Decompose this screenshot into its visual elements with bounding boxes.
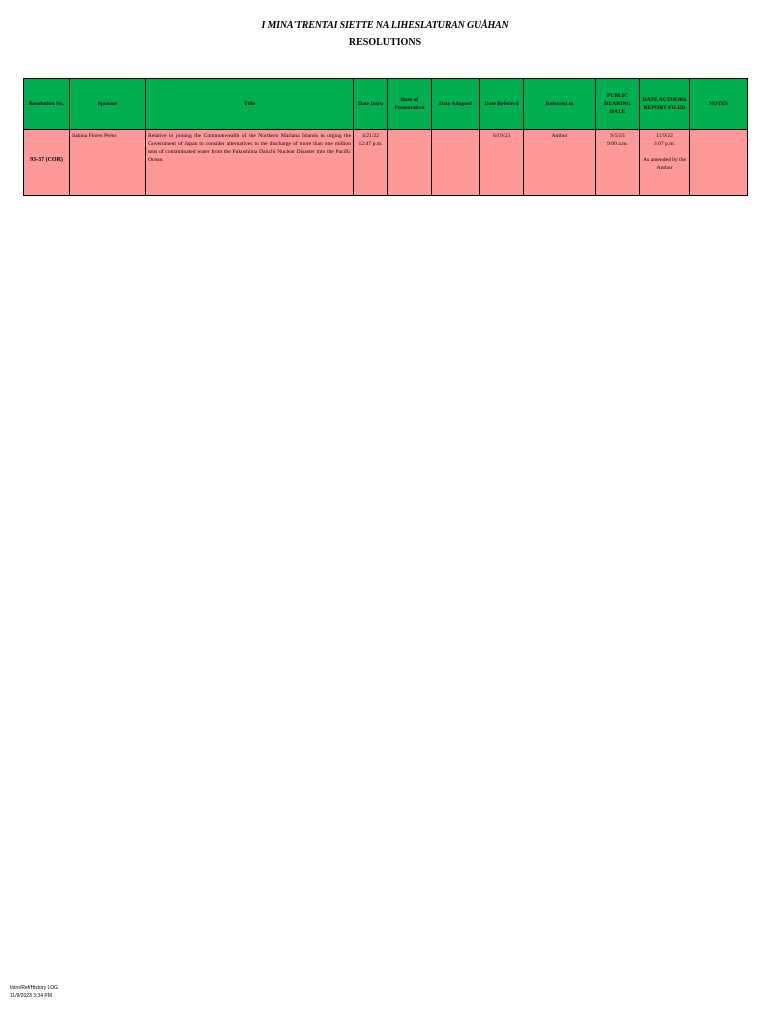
footer-timestamp: 11/9/2023 3:34 PM bbox=[10, 993, 52, 999]
resolution-number: 93-37 (COR) bbox=[30, 157, 63, 163]
col-header-notes: NOTES bbox=[690, 79, 748, 130]
public-hearing-time: 9:00 a.m. bbox=[607, 141, 628, 147]
col-header-referred-to: Referred to bbox=[524, 79, 596, 130]
cell-notes bbox=[690, 130, 748, 196]
col-header-title: Title bbox=[146, 79, 354, 130]
cell-date-intro bbox=[354, 130, 388, 196]
page-footer bbox=[10, 984, 58, 1000]
footer-log-name: Intro/Ref/History LOG bbox=[10, 985, 59, 991]
col-header-resolution-no: Resolution No. bbox=[24, 79, 70, 130]
cell-resolution-no bbox=[24, 130, 70, 196]
authors-report-date: 11/9/22 bbox=[656, 133, 673, 139]
authors-report-note: As amended by the Author bbox=[642, 157, 687, 171]
col-header-date-referred: Date Referred bbox=[480, 79, 524, 130]
col-header-authors-report-filed: DATE AUTHORS REPORT FILED bbox=[640, 79, 690, 130]
cell-date-presentation bbox=[388, 130, 432, 196]
cell-date-adopted bbox=[432, 130, 480, 196]
date-intro-date: 4/21/22 bbox=[361, 133, 380, 139]
col-header-date-adopted: Date Adopted bbox=[432, 79, 480, 130]
date-intro-time: 12:47 p.m. bbox=[358, 141, 383, 147]
document-title: I MINA'TRENTAI SIETTE NA LIHESLATURAN GUÅHAN bbox=[261, 20, 509, 31]
table-header-row bbox=[24, 79, 748, 130]
cell-sponsor: Sabina Flores Perez bbox=[70, 130, 146, 196]
col-header-public-hearing-date: PUBLIC HEARING DATE bbox=[596, 79, 640, 130]
cell-public-hearing-date bbox=[596, 130, 640, 196]
cell-referred-to: Author bbox=[524, 130, 596, 196]
resolutions-table bbox=[23, 78, 748, 196]
col-header-date-intro: Date Intro bbox=[354, 79, 388, 130]
document-subtitle: RESOLUTIONS bbox=[348, 37, 422, 48]
document-header bbox=[0, 20, 770, 48]
cell-title: Relative to joining the Commonwealth of the Northern Mariana Islands in urging the Government of Japan to consider alternatives to the discharge of more than one million tons of contaminated water from the Fukushima Daiichi Nuclear Disaster into the Pacific Ocean. bbox=[146, 130, 354, 196]
authors-report-time: 3:07 p.m. bbox=[653, 141, 676, 147]
table-row bbox=[24, 130, 748, 196]
public-hearing-date: 9/5/23 bbox=[610, 133, 625, 139]
cell-date-referred: 6/19/23 bbox=[480, 130, 524, 196]
col-header-sponsor: Sponsor bbox=[70, 79, 146, 130]
col-header-date-presentation: Date of Presentation bbox=[388, 79, 432, 130]
cell-authors-report-filed bbox=[640, 130, 690, 196]
